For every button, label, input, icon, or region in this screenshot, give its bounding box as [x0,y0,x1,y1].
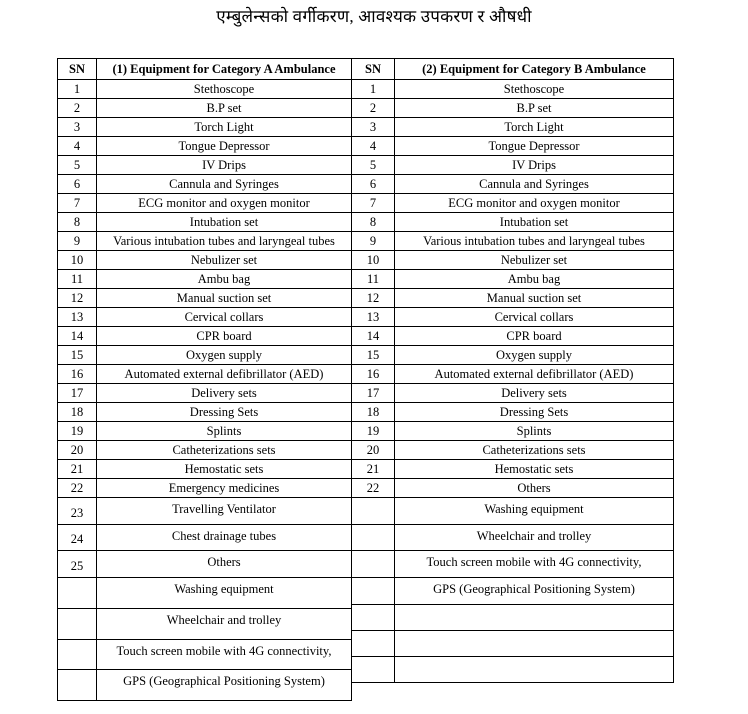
sn-cell: 23 [58,498,97,525]
sn-cell: 18 [58,403,97,422]
item-cell: Stethoscope [97,80,352,99]
table-row [58,441,352,460]
table-row [58,670,352,701]
sn-cell [58,670,97,701]
category-b-title-header: (2) Equipment for Category B Ambulance [395,59,674,80]
sn-cell: 16 [352,365,395,384]
sn-cell: 20 [352,441,395,460]
sn-cell: 12 [352,289,395,308]
table-row [58,498,352,525]
table-row [58,156,352,175]
sn-cell: 14 [58,327,97,346]
item-cell: Touch screen mobile with 4G connectivity, [395,551,674,578]
sn-cell: 13 [352,308,395,327]
sn-cell: 3 [352,118,395,137]
item-cell: Washing equipment [97,578,352,609]
sn-cell: 11 [352,270,395,289]
table-row [352,327,674,346]
item-cell: Intubation set [97,213,352,232]
table-row [352,80,674,99]
table-row [58,346,352,365]
item-cell: Catheterizations sets [97,441,352,460]
table-row [58,525,352,551]
sn-cell [352,578,395,605]
table-row [352,194,674,213]
table-row [352,365,674,384]
sn-cell: 1 [58,80,97,99]
item-cell: IV Drips [97,156,352,175]
item-cell: Dressing Sets [395,403,674,422]
category-a-body [58,80,352,701]
table-row [58,365,352,384]
table-row [352,657,674,683]
table-row [58,99,352,118]
item-cell [395,605,674,631]
sn-cell: 8 [58,213,97,232]
category-b-sn-header: SN [352,59,395,80]
table-row [352,137,674,156]
item-cell: Tongue Depressor [97,137,352,156]
item-cell: Catheterizations sets [395,441,674,460]
item-cell: Nebulizer set [395,251,674,270]
table-row [352,289,674,308]
item-cell: Stethoscope [395,80,674,99]
item-cell: Oxygen supply [97,346,352,365]
sn-cell: 20 [58,441,97,460]
sn-cell: 17 [352,384,395,403]
item-cell: Splints [395,422,674,441]
sn-cell: 24 [58,525,97,551]
table-row [352,384,674,403]
sn-cell: 16 [58,365,97,384]
item-cell: Delivery sets [395,384,674,403]
table-row [352,578,674,605]
item-cell: Tongue Depressor [395,137,674,156]
item-cell: B.P set [395,99,674,118]
item-cell: Automated external defibrillator (AED) [395,365,674,384]
item-cell: Manual suction set [395,289,674,308]
item-cell: Travelling Ventilator [97,498,352,525]
item-cell: Cannula and Syringes [395,175,674,194]
table-row [58,578,352,609]
item-cell: Ambu bag [395,270,674,289]
table-row [352,251,674,270]
item-cell: Automated external defibrillator (AED) [97,365,352,384]
sn-cell: 4 [58,137,97,156]
item-cell: Washing equipment [395,498,674,525]
item-cell: Hemostatic sets [97,460,352,479]
sn-cell: 18 [352,403,395,422]
table-row [58,551,352,578]
table-row [352,232,674,251]
sn-cell: 7 [58,194,97,213]
item-cell: Nebulizer set [97,251,352,270]
item-cell: CPR board [97,327,352,346]
sn-cell: 14 [352,327,395,346]
table-row [58,137,352,156]
sn-cell: 25 [58,551,97,578]
item-cell: Manual suction set [97,289,352,308]
item-cell: Ambu bag [97,270,352,289]
sn-cell: 21 [352,460,395,479]
category-a-header-row [58,59,352,80]
sn-cell: 19 [58,422,97,441]
sn-cell [352,551,395,578]
item-cell: Wheelchair and trolley [97,609,352,640]
item-cell: Various intubation tubes and laryngeal tubes [395,232,674,251]
item-cell: CPR board [395,327,674,346]
sn-cell [352,525,395,551]
sn-cell: 2 [58,99,97,118]
sn-cell: 10 [58,251,97,270]
sn-cell: 8 [352,213,395,232]
sn-cell: 6 [352,175,395,194]
item-cell: Intubation set [395,213,674,232]
table-row [352,441,674,460]
sn-cell: 5 [352,156,395,175]
item-cell: Touch screen mobile with 4G connectivity, [97,640,352,670]
item-cell: IV Drips [395,156,674,175]
item-cell: Various intubation tubes and laryngeal tubes [97,232,352,251]
table-row [58,194,352,213]
document-title: एम्बुलेन्सको वर्गीकरण, आवश्यक उपकरण र औषधी [216,7,532,26]
item-cell: Torch Light [97,118,352,137]
sn-cell [58,609,97,640]
sn-cell [352,498,395,525]
item-cell: Oxygen supply [395,346,674,365]
table-row [58,308,352,327]
table-row [58,403,352,422]
table-row [58,327,352,346]
table-row [352,551,674,578]
sn-cell: 17 [58,384,97,403]
item-cell: Hemostatic sets [395,460,674,479]
item-cell: Splints [97,422,352,441]
sn-cell: 12 [58,289,97,308]
item-cell: Others [395,479,674,498]
sn-cell [58,640,97,670]
table-row [352,308,674,327]
sn-cell: 3 [58,118,97,137]
table-row [352,118,674,137]
table-row [58,118,352,137]
item-cell: Cervical collars [97,308,352,327]
sn-cell: 15 [352,346,395,365]
item-cell [395,631,674,657]
item-cell: Others [97,551,352,578]
sn-cell: 9 [352,232,395,251]
category-b-body [352,80,674,683]
item-cell: Cannula and Syringes [97,175,352,194]
table-row [352,346,674,365]
item-cell: GPS (Geographical Positioning System) [97,670,352,701]
item-cell [395,657,674,683]
sn-cell: 10 [352,251,395,270]
table-row [58,80,352,99]
sn-cell [352,657,395,683]
sn-cell: 11 [58,270,97,289]
sn-cell: 9 [58,232,97,251]
sn-cell: 7 [352,194,395,213]
sn-cell: 13 [58,308,97,327]
sn-cell: 4 [352,137,395,156]
item-cell: Delivery sets [97,384,352,403]
item-cell: Cervical collars [395,308,674,327]
item-cell: Emergency medicines [97,479,352,498]
category-a-title-header: (1) Equipment for Category A Ambulance [97,59,352,80]
item-cell: GPS (Geographical Positioning System) [395,578,674,605]
category-b-header-row [352,59,674,80]
table-row [352,422,674,441]
table-row [58,232,352,251]
item-cell: ECG monitor and oxygen monitor [395,194,674,213]
table-row [352,605,674,631]
sn-cell: 19 [352,422,395,441]
item-cell: Wheelchair and trolley [395,525,674,551]
category-b-table [351,58,674,683]
sn-cell: 15 [58,346,97,365]
item-cell: Torch Light [395,118,674,137]
sn-cell: 2 [352,99,395,118]
table-row [58,640,352,670]
table-row [352,479,674,498]
table-row [352,99,674,118]
item-cell: B.P set [97,99,352,118]
table-row [352,175,674,194]
equipment-tables [57,58,748,701]
document-page [0,5,748,701]
table-row [352,631,674,657]
item-cell: Dressing Sets [97,403,352,422]
table-row [58,251,352,270]
table-row [58,213,352,232]
sn-cell: 21 [58,460,97,479]
table-row [352,213,674,232]
category-a-sn-header: SN [58,59,97,80]
sn-cell [352,631,395,657]
table-row [58,460,352,479]
item-cell: ECG monitor and oxygen monitor [97,194,352,213]
table-row [58,384,352,403]
table-row [352,460,674,479]
sn-cell: 22 [352,479,395,498]
table-row [58,479,352,498]
sn-cell: 1 [352,80,395,99]
table-row [58,422,352,441]
sn-cell [58,578,97,609]
sn-cell: 22 [58,479,97,498]
sn-cell: 5 [58,156,97,175]
table-row [58,270,352,289]
category-a-table [57,58,352,701]
item-cell: Chest drainage tubes [97,525,352,551]
table-row [58,609,352,640]
sn-cell: 6 [58,175,97,194]
sn-cell [352,605,395,631]
table-row [352,525,674,551]
table-row [58,289,352,308]
table-row [352,156,674,175]
table-row [352,403,674,422]
table-row [352,270,674,289]
table-row [58,175,352,194]
table-row [352,498,674,525]
